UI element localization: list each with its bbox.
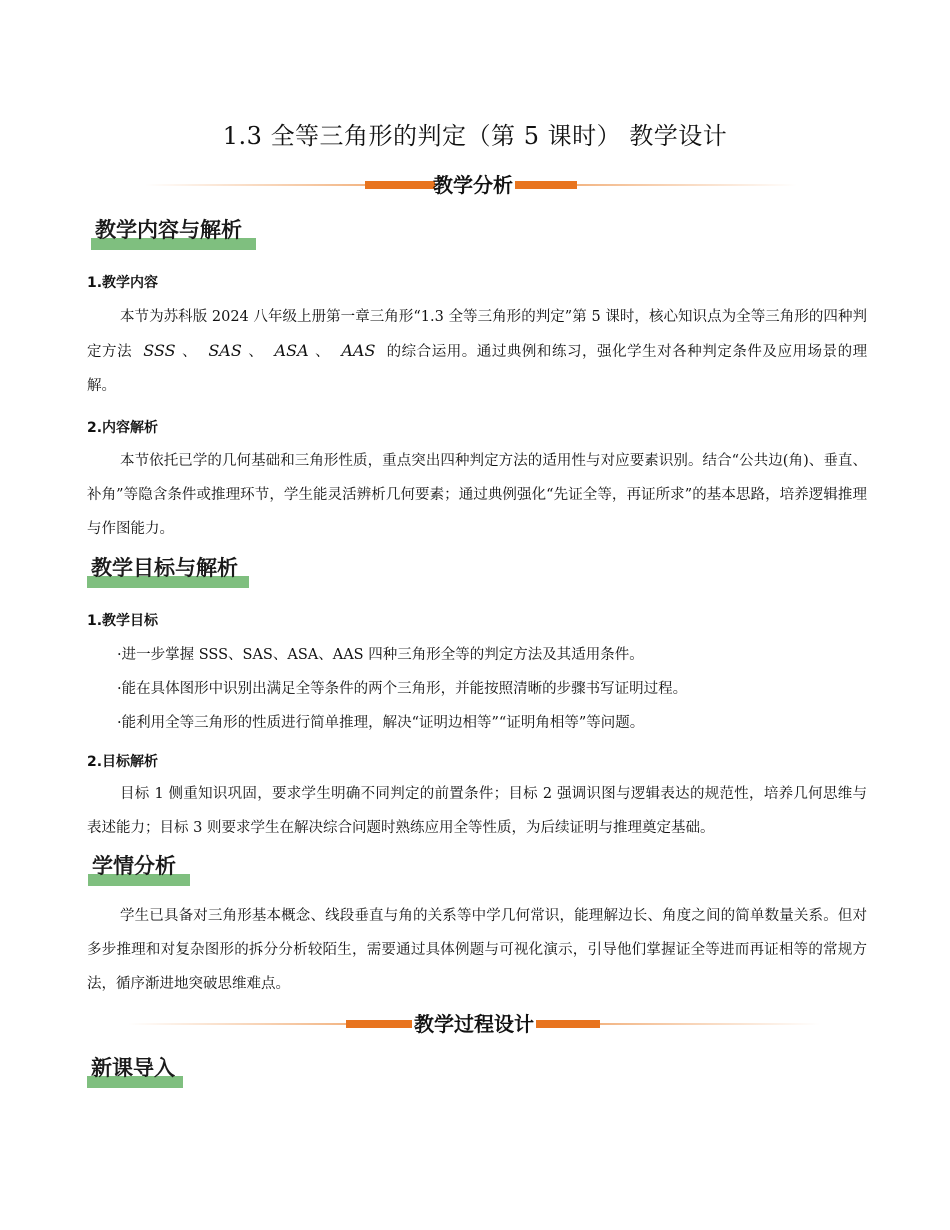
section-heading-goals: 教学目标与解析 [87,554,249,588]
math-asa: ASA [274,341,309,360]
math-sss: SSS [143,341,176,360]
page-title: 1.3 全等三角形的判定（第 5 课时） 教学设计 [222,122,728,150]
section-heading-learners: 学情分析 [88,852,190,886]
section-divider-process [128,1011,820,1037]
subheading-content-analysis: 2.内容解析 [87,420,159,436]
goal-item-1: ·进一步掌握 SSS、SAS、ASA、AAS 四种三角形全等的判定方法及其适用条件。 [117,647,644,663]
section-heading-intro: 新课导入 [87,1054,183,1088]
math-sas: SAS [208,341,242,360]
subheading-teaching-goals: 1.教学目标 [87,613,159,629]
paragraph-learner-analysis: 学生已具备对三角形基本概念、线段垂直与角的关系等中学几何常识，能理解边长、角度之间的简单数量关系。但对多步推理和对复杂图形的拆分分析较陌生，需要通过具体例题与可视化演示，引导他们掌握证全等进而再证相等的常规方法，循序渐进地突破思维难点。 [87,908,867,992]
subheading-goal-analysis: 2.目标解析 [87,754,159,770]
math-aas: AAS [341,341,376,360]
paragraph-teaching-content: 本节为苏科版 2024 八年级上册第一章三角形“1.3 全等三角形的判定”第 5 课时，核心知识点为全等三角形的四种判定方法 SSS 、 SAS 、 ASA 、 AAS 的综合运用。通过典例和练习，强化学生对各种判定条件及应用场景的理解。 [87,309,868,394]
divider-label: 教学过程设计 [414,1012,534,1036]
divider-label: 教学分析 [433,173,513,197]
section-heading-content: 教学内容与解析 [91,216,256,250]
goal-item-2: ·能在具体图形中识别出满足全等条件的两个三角形，并能按照清晰的步骤书写证明过程。 [117,681,688,697]
subheading-teaching-content: 1.教学内容 [87,275,159,291]
section-divider-analysis [145,172,797,198]
goal-item-3: ·能利用全等三角形的性质进行简单推理，解决“证明边相等”“证明角相等”等问题。 [117,715,645,731]
paragraph-content-analysis: 本节依托已学的几何基础和三角形性质，重点突出四种判定方法的适用性与对应要素识别。结合“公共边(角)、垂直、补角”等隐含条件或推理环节，学生能灵活辨析几何要素；通过典例强化“先证全等，再证所求”的基本思路，培养逻辑推理与作图能力。 [87,453,867,537]
paragraph-goal-analysis: 目标 1 侧重知识巩固，要求学生明确不同判定的前置条件；目标 2 强调识图与逻辑表达的规范性，培养几何思维与表述能力；目标 3 则要求学生在解决综合问题时熟练应用全等性质，为后续证明与推理奠定基础。 [87,786,867,836]
